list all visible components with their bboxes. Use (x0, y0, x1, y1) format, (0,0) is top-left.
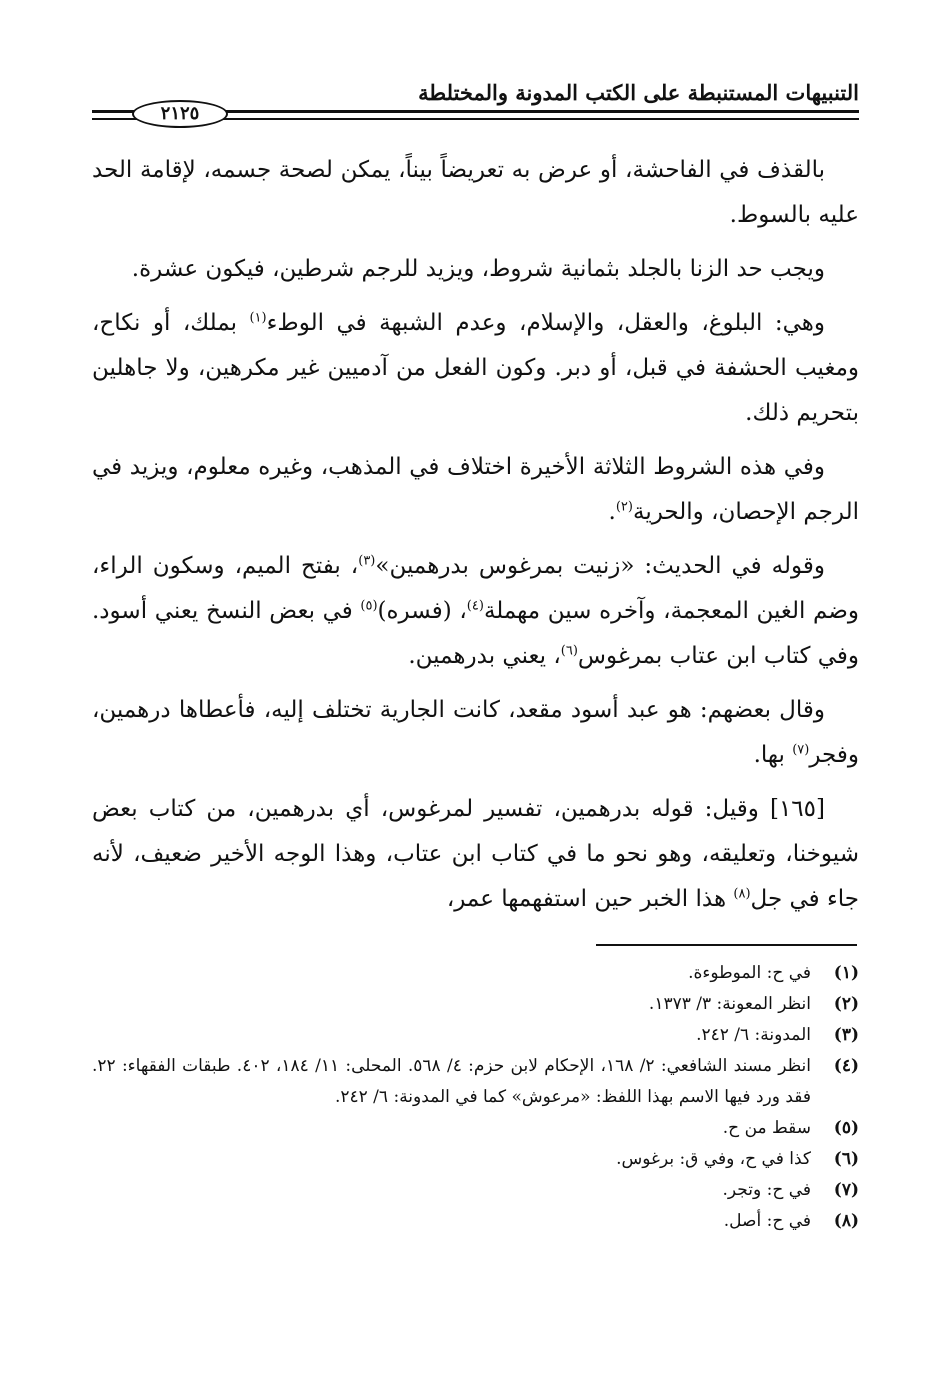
paragraph-6 (92, 688, 859, 778)
footnote-ref-8[interactable]: (٨) (733, 886, 751, 902)
footnote-text: المدونة: ٦/ ٢٤٢. (696, 1025, 811, 1045)
footnote-5 (92, 1113, 859, 1144)
paragraph-5-text-a: وقوله في الحديث: «زنيت بمرغوس بدرهمين» (375, 553, 825, 579)
paragraph-5-text-b: ، بفتح الميم، وسكون الراء، وضم الغين المعجمة، وآخره سين مهملة (92, 553, 859, 624)
footnote-6 (92, 1144, 859, 1175)
footnote-separator (596, 944, 857, 946)
footnote-number: (٢) (833, 994, 859, 1014)
paragraph-5-text-e: ، يعني بدرهمين. (408, 643, 561, 669)
paragraph-7-text-b: هذا الخبر حين استفهمها عمر، (446, 886, 734, 912)
footnote-number: (٣) (833, 1025, 859, 1045)
footnote-number: (٥) (833, 1118, 859, 1138)
paragraph-4-text-a: وفي هذه الشروط الثلاثة الأخيرة اختلاف في المذهب، وغيره معلوم، ويزيد في الرجم الإحصان، والحرية (92, 454, 859, 525)
footnote-2 (92, 989, 859, 1020)
main-text (92, 148, 859, 931)
footnote-number: (٦) (833, 1149, 859, 1169)
paragraph-2: ويجب حد الزنا بالجلد بثمانية شروط، ويزيد للرجم شرطين، فيكون عشرة. (131, 256, 825, 282)
paragraph-5 (92, 544, 859, 679)
footnote-text: سقط من ح. (722, 1118, 811, 1138)
paragraph-6-text-b: بها. (753, 742, 793, 768)
paragraph-6-text-a: وقال بعضهم: هو عبد أسود مقعد، كانت الجارية تختلف إليه، فأعطاها درهمين، وفجر (92, 697, 859, 768)
paragraph-7-text-a: [١٦٥] وقيل: قوله بدرهمين، تفسير لمرغوس، أي بدرهمين، من كتاب بعض شيوخنا، وتعليقه، وهو نحو ما في كتاب ابن عتاب، وهذا الوجه الأخير ضعيف، لأنه جاء في جل (92, 796, 859, 912)
footnote-number: (٤) (833, 1056, 859, 1076)
footnote-ref-3[interactable]: (٣) (358, 553, 376, 569)
footnote-text: في ح: الموطوءة. (688, 963, 811, 983)
paragraph-5-text-c: ، (فسره) (377, 598, 467, 624)
paragraph-3-text-b: بملك، أو نكاح، ومغيب الحشفة في قبل، أو دبر. وكون الفعل من آدميين غير مكرهين، ولا جاهلين بتحريم ذلك. (92, 310, 859, 426)
footnote-text: انظر مسند الشافعي: ٢/ ١٦٨، الإحكام لابن حزم: ٤/ ٥٦٨. المحلى: ١١/ ١٨٤، ٤٠٢. طبقات الفقهاء: ٢٢. فقد ورد فيها الاسم بهذا اللفظ: «مرعوش» كما في المدونة: ٦/ ٢٤٢. (92, 1056, 811, 1107)
footnote-text: في ح: أصل. (723, 1211, 811, 1231)
footnote-ref-7[interactable]: (٧) (792, 742, 810, 758)
footnote-7 (92, 1175, 859, 1206)
footnote-ref-5[interactable]: (٥) (360, 598, 378, 614)
page-number-badge (132, 100, 228, 128)
footnote-4 (92, 1051, 859, 1113)
footnote-ref-6[interactable]: (٦) (560, 643, 578, 659)
footnote-8 (92, 1206, 859, 1237)
paragraph-7 (92, 787, 859, 922)
footnote-number: (٧) (833, 1180, 859, 1200)
paragraph-3-text-a: وهي: البلوغ، والعقل، والإسلام، وعدم الشبهة في الوطء (266, 310, 825, 336)
footnote-ref-4[interactable]: (٤) (466, 598, 484, 614)
footnotes (92, 958, 859, 1237)
paragraph-5-text-d: في بعض النسخ يعني أسود. وفي كتاب ابن عتاب بمرغوس (92, 598, 859, 669)
footnote-text: كذا في ح، وفي ق: برغوس. (616, 1149, 811, 1169)
footnote-text: انظر المعونة: ٣/ ١٣٧٣. (648, 994, 811, 1014)
paragraph-4-text-b: . (608, 499, 616, 525)
footnote-ref-2[interactable]: (٢) (615, 499, 633, 515)
footnote-number: (١) (833, 963, 859, 983)
running-title: التنبيهات المستنبطة على الكتب المدونة والمختلطة (418, 80, 859, 105)
paragraph-3 (92, 301, 859, 436)
footnote-ref-1[interactable]: (١) (249, 310, 267, 326)
footnote-1 (92, 958, 859, 989)
page-number: ٢١٢٥ (160, 103, 200, 124)
footnote-text: في ح: وتجر. (722, 1180, 811, 1200)
paragraph-1: بالقذف في الفاحشة، أو عرض به تعريضاً بيناً، يمكن لصحة جسمه، لإقامة الحد عليه بالسوط. (92, 157, 859, 228)
footnote-3 (92, 1020, 859, 1051)
paragraph-4 (92, 445, 859, 535)
footnote-number: (٨) (833, 1211, 859, 1231)
